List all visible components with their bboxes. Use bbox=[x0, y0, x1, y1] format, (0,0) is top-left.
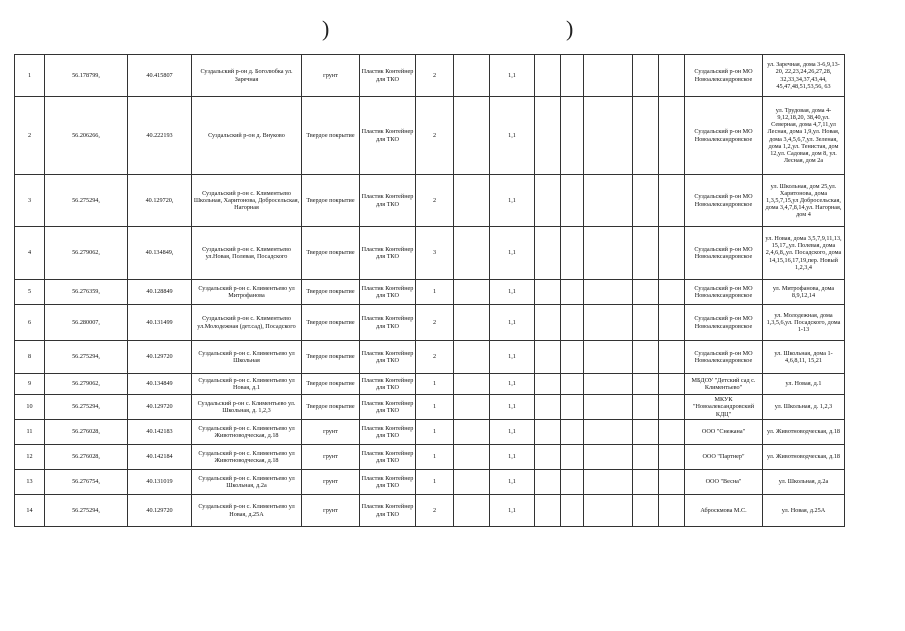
site-owner: Суздальский р-он МО Новоалександровское bbox=[685, 280, 763, 305]
container-count: 2 bbox=[416, 341, 454, 374]
latitude: 56.279062, bbox=[45, 227, 128, 280]
container-count: 2 bbox=[416, 55, 454, 97]
container-type: Пластик Контейнер для ТКО bbox=[360, 341, 416, 374]
container-type: Пластик Контейнер для ТКО bbox=[360, 374, 416, 395]
container-count: 1 bbox=[416, 374, 454, 395]
empty-cell bbox=[584, 470, 633, 495]
empty-cell bbox=[561, 374, 584, 395]
empty-cell bbox=[561, 175, 584, 227]
empty-cell bbox=[633, 445, 659, 470]
empty-cell bbox=[454, 445, 490, 470]
row-number: 13 bbox=[15, 470, 45, 495]
table-row bbox=[15, 227, 845, 280]
empty-cell bbox=[659, 341, 685, 374]
site-address: Суздальский р-он д. Боголюбка ул. Заречная bbox=[192, 55, 302, 97]
site-address: Суздальский р-он с. Климентьево ул Школьная bbox=[192, 341, 302, 374]
latitude: 56.279062, bbox=[45, 374, 128, 395]
empty-cell bbox=[633, 97, 659, 175]
surface-type: Твердое покрытие bbox=[302, 97, 360, 175]
empty-cell bbox=[584, 175, 633, 227]
longitude: 40.415807 bbox=[128, 55, 192, 97]
container-volume: 1,1 bbox=[490, 420, 535, 445]
waste-sources: ул. Животноводческая, д.18 bbox=[763, 420, 845, 445]
row-number: 3 bbox=[15, 175, 45, 227]
container-count: 1 bbox=[416, 445, 454, 470]
empty-cell bbox=[584, 495, 633, 527]
empty-cell bbox=[535, 97, 561, 175]
site-address: Суздальский р-он с. Климентьево ул Новая, д.1 bbox=[192, 374, 302, 395]
empty-cell bbox=[584, 97, 633, 175]
site-address: Суздальский р-он с. Климентьево ул Животноводческая, д.18 bbox=[192, 420, 302, 445]
empty-cell bbox=[659, 97, 685, 175]
longitude: 40.142183 bbox=[128, 420, 192, 445]
empty-cell bbox=[633, 470, 659, 495]
table-row bbox=[15, 374, 845, 395]
empty-cell bbox=[584, 445, 633, 470]
longitude: 40.131019 bbox=[128, 470, 192, 495]
empty-cell bbox=[454, 420, 490, 445]
empty-cell bbox=[561, 341, 584, 374]
empty-cell bbox=[561, 280, 584, 305]
empty-cell bbox=[633, 395, 659, 420]
table-row bbox=[15, 445, 845, 470]
waste-sources: ул. Школьная, дом 25,ул. Харитонова, дома 1,3,5,7,15,ул Добросельская, дома 3,4,7,8,14,ул. Нагорная, дом 4 bbox=[763, 175, 845, 227]
latitude: 56.275294, bbox=[45, 495, 128, 527]
empty-cell bbox=[535, 305, 561, 341]
surface-type: Твердое покрытие bbox=[302, 175, 360, 227]
waste-site-register-table bbox=[14, 54, 845, 527]
empty-cell bbox=[584, 227, 633, 280]
site-owner: ООО "Партнер" bbox=[685, 445, 763, 470]
site-address: Суздальский р-он с. Климентьево ул Школьная, д.2а bbox=[192, 470, 302, 495]
container-volume: 1,1 bbox=[490, 97, 535, 175]
empty-cell bbox=[659, 470, 685, 495]
surface-type: грунт bbox=[302, 55, 360, 97]
row-number: 2 bbox=[15, 97, 45, 175]
container-count: 2 bbox=[416, 495, 454, 527]
latitude: 56.206266, bbox=[45, 97, 128, 175]
waste-sources: ул. Животноводческая, д.18 bbox=[763, 445, 845, 470]
empty-cell bbox=[659, 445, 685, 470]
container-volume: 1,1 bbox=[490, 374, 535, 395]
waste-sources: ул. Трудовая, дома 4-9,12,18,20, 38,40,ул. Северная, дома 4,7,11,ул Лесная, дома 1,9,ул. Новая, дома 3,4,5,6,7,ул. Зеленая, дома 1,2,ул. Тенистая, дом 12,ул. Садовая, дом 8, ул. Лесная, дом 2а bbox=[763, 97, 845, 175]
container-type: Пластик Контейнер для ТКО bbox=[360, 445, 416, 470]
site-address: Суздальский р-он д. Внуково bbox=[192, 97, 302, 175]
waste-sources: ул. Молодежная, дома 1,3,5,6,ул. Посадского, дома 1-13 bbox=[763, 305, 845, 341]
container-type: Пластик Контейнер для ТКО bbox=[360, 395, 416, 420]
waste-sources: ул. Новая, дома 3,5,7,9,11,13, 15,17,,ул. Полевая, дома 2,4,6,8,,ул. Посадского, дома 14,15,16,17,19,пер. Новый 1,2,3,4 bbox=[763, 227, 845, 280]
binder-hole-mark-left: ) bbox=[322, 16, 330, 41]
surface-type: грунт bbox=[302, 470, 360, 495]
site-owner: ООО "Снежана" bbox=[685, 420, 763, 445]
container-volume: 1,1 bbox=[490, 227, 535, 280]
empty-cell bbox=[561, 395, 584, 420]
surface-type: грунт bbox=[302, 420, 360, 445]
latitude: 56.275294, bbox=[45, 341, 128, 374]
waste-sources: ул. Заречная, дома 3-6,9,13-20, 22,23,24,26,27,28, 32,33,34,37,43,44, 45,47,48,51,53,56, 63 bbox=[763, 55, 845, 97]
row-number: 12 bbox=[15, 445, 45, 470]
row-number: 6 bbox=[15, 305, 45, 341]
latitude: 56.178799, bbox=[45, 55, 128, 97]
site-owner: МКУК "Новоалександровский КДЦ" bbox=[685, 395, 763, 420]
empty-cell bbox=[633, 175, 659, 227]
empty-cell bbox=[454, 395, 490, 420]
empty-cell bbox=[659, 305, 685, 341]
site-owner: МБДОУ "Детский сад с. Климентьево" bbox=[685, 374, 763, 395]
row-number: 10 bbox=[15, 395, 45, 420]
site-owner: Суздальский р-он МО Новоалександровское bbox=[685, 97, 763, 175]
surface-type: Твердое покрытие bbox=[302, 227, 360, 280]
site-owner: Суздальский р-он МО Новоалександровское bbox=[685, 305, 763, 341]
empty-cell bbox=[633, 305, 659, 341]
container-type: Пластик Контейнер для ТКО bbox=[360, 305, 416, 341]
empty-cell bbox=[659, 280, 685, 305]
row-number: 8 bbox=[15, 341, 45, 374]
empty-cell bbox=[535, 280, 561, 305]
container-count: 3 bbox=[416, 227, 454, 280]
table-row bbox=[15, 470, 845, 495]
container-volume: 1,1 bbox=[490, 395, 535, 420]
empty-cell bbox=[584, 374, 633, 395]
container-count: 2 bbox=[416, 175, 454, 227]
empty-cell bbox=[561, 305, 584, 341]
empty-cell bbox=[633, 227, 659, 280]
empty-cell bbox=[561, 227, 584, 280]
site-owner: Суздальский р-он МО Новоалександровское bbox=[685, 175, 763, 227]
site-address: Суздальский р-он с. Климентьево ул Новая, д.25А bbox=[192, 495, 302, 527]
surface-type: Твердое покрытие bbox=[302, 305, 360, 341]
longitude: 40.222193 bbox=[128, 97, 192, 175]
empty-cell bbox=[454, 280, 490, 305]
latitude: 56.276754, bbox=[45, 470, 128, 495]
site-owner: Суздальский р-он МО Новоалександровское bbox=[685, 227, 763, 280]
table-row bbox=[15, 305, 845, 341]
container-count: 1 bbox=[416, 395, 454, 420]
waste-sources: ул. Новая, д.1 bbox=[763, 374, 845, 395]
empty-cell bbox=[454, 175, 490, 227]
container-type: Пластик Контейнер для ТКО bbox=[360, 280, 416, 305]
container-volume: 1,1 bbox=[490, 470, 535, 495]
site-owner: Суздальский р-он МО Новоалександровское bbox=[685, 55, 763, 97]
waste-sources: ул. Митрофанова, дома 8,9,12,14 bbox=[763, 280, 845, 305]
longitude: 40.129720 bbox=[128, 341, 192, 374]
site-address: Суздальский р-он с. Климентьево ул Митрофанова bbox=[192, 280, 302, 305]
empty-cell bbox=[584, 55, 633, 97]
empty-cell bbox=[454, 341, 490, 374]
container-count: 1 bbox=[416, 470, 454, 495]
table-row bbox=[15, 495, 845, 527]
table-row bbox=[15, 97, 845, 175]
empty-cell bbox=[584, 280, 633, 305]
empty-cell bbox=[633, 420, 659, 445]
empty-cell bbox=[659, 374, 685, 395]
empty-cell bbox=[584, 420, 633, 445]
empty-cell bbox=[633, 341, 659, 374]
empty-cell bbox=[454, 97, 490, 175]
empty-cell bbox=[535, 374, 561, 395]
empty-cell bbox=[659, 395, 685, 420]
container-count: 1 bbox=[416, 420, 454, 445]
longitude: 40.134849 bbox=[128, 374, 192, 395]
latitude: 56.276028, bbox=[45, 420, 128, 445]
latitude: 56.276359, bbox=[45, 280, 128, 305]
longitude: 40.129720 bbox=[128, 495, 192, 527]
empty-cell bbox=[659, 495, 685, 527]
waste-sources: ул. Школьная, д.2а bbox=[763, 470, 845, 495]
row-number: 4 bbox=[15, 227, 45, 280]
container-type: Пластик Контейнер для ТКО bbox=[360, 55, 416, 97]
row-number: 9 bbox=[15, 374, 45, 395]
latitude: 56.276028, bbox=[45, 445, 128, 470]
waste-sources: ул. Новая, д.25А bbox=[763, 495, 845, 527]
empty-cell bbox=[535, 227, 561, 280]
container-volume: 1,1 bbox=[490, 495, 535, 527]
empty-cell bbox=[535, 470, 561, 495]
waste-sources: ул. Школьная, д. 1,2,3 bbox=[763, 395, 845, 420]
empty-cell bbox=[561, 420, 584, 445]
longitude: 40.129720, bbox=[128, 175, 192, 227]
empty-cell bbox=[561, 97, 584, 175]
site-address: Суздальский р-он с. Климентьево ул Животноводческая, д.18 bbox=[192, 445, 302, 470]
empty-cell bbox=[561, 445, 584, 470]
surface-type: Твердое покрытие bbox=[302, 374, 360, 395]
longitude: 40.128849 bbox=[128, 280, 192, 305]
empty-cell bbox=[659, 55, 685, 97]
latitude: 56.275294, bbox=[45, 175, 128, 227]
container-volume: 1,1 bbox=[490, 280, 535, 305]
empty-cell bbox=[561, 55, 584, 97]
surface-type: Твердое покрытие bbox=[302, 341, 360, 374]
container-type: Пластик Контейнер для ТКО bbox=[360, 470, 416, 495]
binder-hole-mark-right: ) bbox=[566, 16, 574, 41]
empty-cell bbox=[454, 227, 490, 280]
site-address: Суздальский р-он с. Климентьево ул.Новая, Полевая, Посадского bbox=[192, 227, 302, 280]
empty-cell bbox=[584, 305, 633, 341]
empty-cell bbox=[535, 445, 561, 470]
surface-type: Твердое покрытие bbox=[302, 395, 360, 420]
empty-cell bbox=[659, 175, 685, 227]
site-owner: ООО "Весна" bbox=[685, 470, 763, 495]
site-address: Суздальский р-он с. Климентьево ул.Молодежная (дет.сад), Посадского bbox=[192, 305, 302, 341]
container-type: Пластик Контейнер для ТКО bbox=[360, 97, 416, 175]
empty-cell bbox=[584, 341, 633, 374]
empty-cell bbox=[535, 495, 561, 527]
container-volume: 1,1 bbox=[490, 55, 535, 97]
empty-cell bbox=[535, 55, 561, 97]
container-volume: 1,1 bbox=[490, 445, 535, 470]
empty-cell bbox=[454, 305, 490, 341]
row-number: 11 bbox=[15, 420, 45, 445]
table-row bbox=[15, 395, 845, 420]
container-volume: 1,1 bbox=[490, 341, 535, 374]
empty-cell bbox=[633, 280, 659, 305]
container-count: 2 bbox=[416, 305, 454, 341]
container-volume: 1,1 bbox=[490, 305, 535, 341]
empty-cell bbox=[633, 374, 659, 395]
empty-cell bbox=[659, 420, 685, 445]
empty-cell bbox=[633, 495, 659, 527]
table-row bbox=[15, 175, 845, 227]
empty-cell bbox=[535, 420, 561, 445]
container-count: 2 bbox=[416, 97, 454, 175]
row-number: 5 bbox=[15, 280, 45, 305]
longitude: 40.131499 bbox=[128, 305, 192, 341]
site-address: Суздальский р-он с. Климентьево ул. Школьная, д. 1,2,3 bbox=[192, 395, 302, 420]
latitude: 56.280007, bbox=[45, 305, 128, 341]
table-row bbox=[15, 280, 845, 305]
site-owner: Суздальский р-он МО Новоалександровское bbox=[685, 341, 763, 374]
empty-cell bbox=[454, 470, 490, 495]
container-type: Пластик Контейнер для ТКО bbox=[360, 495, 416, 527]
table-row bbox=[15, 55, 845, 97]
empty-cell bbox=[561, 495, 584, 527]
empty-cell bbox=[535, 175, 561, 227]
surface-type: грунт bbox=[302, 445, 360, 470]
empty-cell bbox=[633, 55, 659, 97]
latitude: 56.275294, bbox=[45, 395, 128, 420]
site-address: Суздальский р-он с. Климентьево Школьная, Харитонова, Добросельская, Нагорная bbox=[192, 175, 302, 227]
surface-type: Твердое покрытие bbox=[302, 280, 360, 305]
longitude: 40.142184 bbox=[128, 445, 192, 470]
waste-sources: ул. Школьная, дома 1-4,6,8,11, 15,21 bbox=[763, 341, 845, 374]
empty-cell bbox=[454, 55, 490, 97]
row-number: 1 bbox=[15, 55, 45, 97]
empty-cell bbox=[454, 495, 490, 527]
empty-cell bbox=[535, 341, 561, 374]
site-owner: Аброскмова М.С. bbox=[685, 495, 763, 527]
empty-cell bbox=[535, 395, 561, 420]
longitude: 40.134849, bbox=[128, 227, 192, 280]
container-count: 1 bbox=[416, 280, 454, 305]
empty-cell bbox=[584, 395, 633, 420]
table-row bbox=[15, 420, 845, 445]
empty-cell bbox=[659, 227, 685, 280]
container-type: Пластик Контейнер для ТКО bbox=[360, 227, 416, 280]
container-type: Пластик Контейнер для ТКО bbox=[360, 175, 416, 227]
container-volume: 1,1 bbox=[490, 175, 535, 227]
container-type: Пластик Контейнер для ТКО bbox=[360, 420, 416, 445]
row-number: 14 bbox=[15, 495, 45, 527]
longitude: 40.129720 bbox=[128, 395, 192, 420]
table-row bbox=[15, 341, 845, 374]
empty-cell bbox=[561, 470, 584, 495]
empty-cell bbox=[454, 374, 490, 395]
surface-type: грунт bbox=[302, 495, 360, 527]
